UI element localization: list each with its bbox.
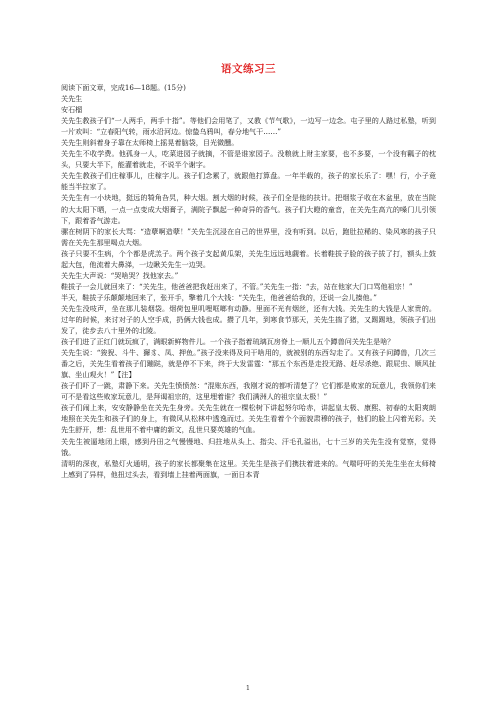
paragraph: 孩子们吓了一跳，肃静下来。关先生愤愤然：“混账东西，我刚才说的都听清楚了？它们都是败家的玩意儿，我领你们来可不是看这些败家玩意儿，是拜谒祖宗的，这里埋着谁？我们满洲人的祖宗皇太极！” xyxy=(61,381,436,402)
page-number: 1 xyxy=(245,684,251,692)
document-body xyxy=(61,82,436,480)
paragraph: 清明的深夜，私塾灯火通明，孩子的家长都聚集在这里。关先生是孩子们携扶着进来的。气喘吁吁的关先生坐在太师椅上感到了异样，他扭过头去，看到墙上挂着两面旗，一面日本青 xyxy=(61,458,436,479)
paragraph: 骡在树阴下的家长大骂：“造孽啊造孽！”关先生沉浸在自己的世界里，没有听到。以后，跑肚拉稀的、染风寒的孩子只需在关先生那里喝点大烟。 xyxy=(61,226,436,247)
paragraph: 阅读下面文章，完成16—18题。(15分) xyxy=(61,83,186,92)
paragraph: 关先生大声说：“哭啥哭？找他家去。” xyxy=(61,270,179,280)
paragraph: 关先生说：“狻猊、斗牛、獬豸、凤、押鱼。”孩子没来得及问干啥用的，就被别的东西勾走了。又有孩子问蹲兽，几次三番之后，关先生看着孩子们蹦跶，就是停不下来，终于大发雷霆：“那五个东西是走投无路、赶尽杀绝、跟屁虫、顺风扯旗、坐山观火！”【注】 xyxy=(61,348,436,380)
paragraph: 安石榴 xyxy=(61,105,83,115)
paragraph: 关先生教孩子们庄稼事儿，庄稼字儿。孩子们念累了，就跟他打算盘。一年半载的，孩子的家长乐了：嘿！行，小子竟能当半拉家了。 xyxy=(61,171,436,192)
paragraph: 鞋拔子一会儿就回来了：“关先生，他爸爸把我赶出来了，不管。”关先生一指：“去，站在他家大门口骂他祖宗！” xyxy=(61,281,413,291)
document-title: 语文练习三 xyxy=(221,63,276,75)
paragraph: 关先生则斜着身子靠在太师椅上摇晃着脑袋，目光微醺。 xyxy=(61,138,239,148)
paragraph: 关先生 xyxy=(61,94,83,104)
paragraph: 关先生不收学费。他孤身一人，吃菜进园子就摘，不管是谁家园子。没粮就上财主家要，也不多要，一个没有瓤子的枕头，只要大半下，能灌着就走，不说半个谢字。 xyxy=(61,149,436,170)
paragraph: 孩子只要不生病，个个都是虎羔子。两个孩子支起黄瓜架，关先生远远地觑着。长着鞋拔子脸的孩子拔了打，额头上鼓起大包，他流着大鼻涕，一边瞅关先生一边哭。 xyxy=(61,248,436,269)
paragraph: 关先生教孩子们“一人两手，两手十指”。等他们会用笔了，又教《节气歌》，一边写一边念。屯子里的人路过私塾，听到一片欢叫：“立春阳气转，雨水沿河边。惊蛰乌鸦叫，春分地气干……” xyxy=(61,116,436,137)
paragraph: 孩子们进了正红门就玩疯了，满眼新鲜物件儿。一个孩子指着琉璃瓦房脊上一顺儿五个蹲兽问关先生是啥？ xyxy=(61,337,395,347)
paragraph: 关先生有一小块地，挺远的犄角旮旯，种大烟。割大烟的时候，孩子们全是他的扶计。把烟浆子收在木盆里，放在当院的大太阳下晒，一点一点变成大烟膏子，满院子飘起一种奇异的香气。孩子们大瞪的童音，在关先生高亢的嗓门儿引领下，跟着香气游走。 xyxy=(61,193,436,225)
paragraph: 半天，鞋拔子乐颠颠地回来了，张开手，擎着几个大钱：“关先生，他爸爸给我的，还说一会儿揍他。” xyxy=(61,292,377,302)
paragraph: 孩子们闹上来，安安静静坐在关先生身旁。关先生就在一棵松树下讲起努尔哈赤，讲起皇太极、康熙、初春的太阳爽朗地照在关先生和孩子们的身上，有微风从松林中透逸而过。关先生看着个个面貌肃穆的孩子，他们的脸上闪着光彩。关先生舒开，想：乱世用不着中庸的新文，乱世只要英雄的气血。 xyxy=(61,403,436,435)
paragraph: 关先生被逼地闭上眼，感到丹田之气慢慢地、归拄地从头上、指尖、汗毛孔溢出，七十三岁的关先生没有觉察，觉得饿。 xyxy=(61,436,436,457)
paragraph: 关先生没吱声，坐在那儿装烟袋。烟荷包里叽哩哐啷有动静。里面不光有烟丝，还有大钱。关先生的大钱是人家贵的。过年的时候，来讨对子的人空手成，扔俩大钱也成。攒了几年，到寒食节那天，关先生揣了猪，又踢踢地，领孩子们出发了，徒步去八十里外的北陵。 xyxy=(61,303,436,336)
